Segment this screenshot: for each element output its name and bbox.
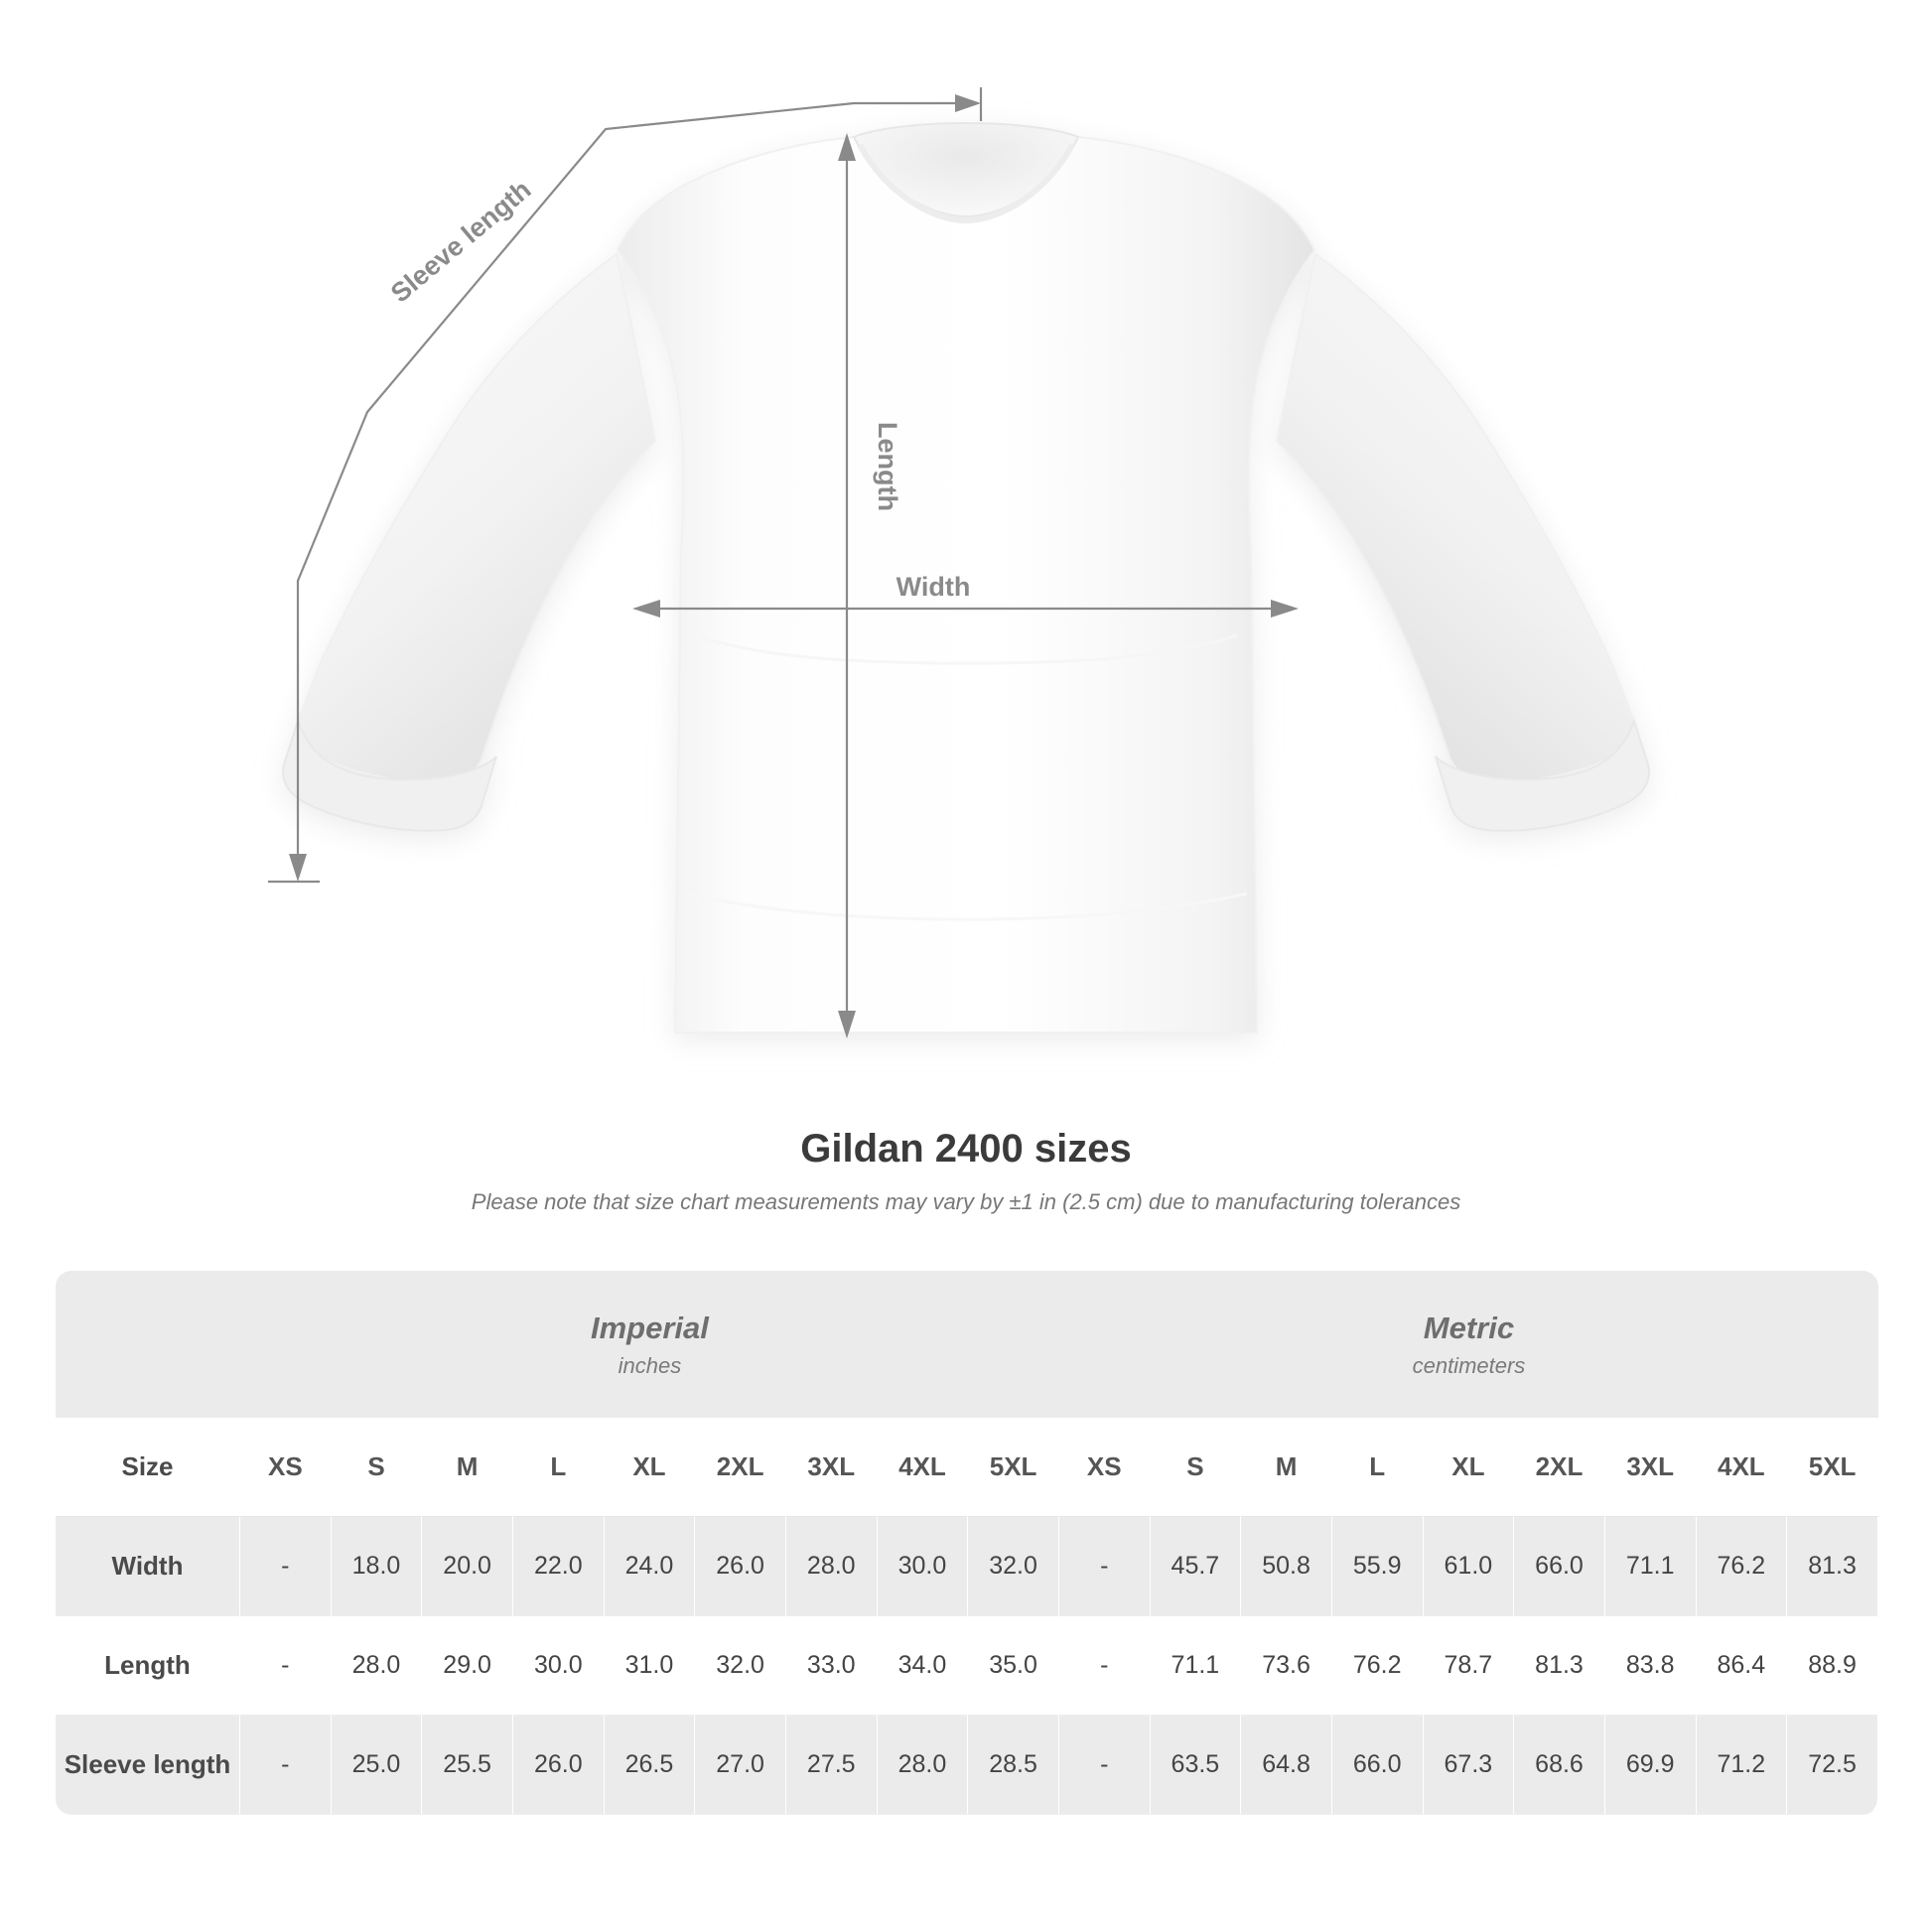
cell-length-met-3xl: 83.8 — [1605, 1616, 1697, 1716]
size-header-imp-2xl: 2XL — [695, 1418, 786, 1517]
cell-width-met-s: 45.7 — [1151, 1517, 1242, 1616]
size-header-met-l: L — [1332, 1418, 1424, 1517]
cell-length-met-s: 71.1 — [1151, 1616, 1242, 1716]
cell-length-met-4xl: 86.4 — [1697, 1616, 1788, 1716]
cell-width-imp-3xl: 28.0 — [786, 1517, 878, 1616]
cell-width-imp-xs: - — [240, 1517, 332, 1616]
cell-width-imp-s: 18.0 — [332, 1517, 423, 1616]
cell-length-met-l: 76.2 — [1332, 1616, 1424, 1716]
size-header-imp-l: L — [513, 1418, 605, 1517]
cell-sleeve-met-m: 64.8 — [1241, 1716, 1332, 1815]
table-row — [56, 1517, 1878, 1616]
unit-group-metric — [1059, 1271, 1878, 1418]
cell-sleeve-met-s: 63.5 — [1151, 1716, 1242, 1815]
size-header-imp-xs: XS — [240, 1418, 332, 1517]
cell-length-imp-xl: 31.0 — [605, 1616, 696, 1716]
cell-width-met-5xl: 81.3 — [1787, 1517, 1878, 1616]
cell-sleeve-met-l: 66.0 — [1332, 1716, 1424, 1815]
page-title: Gildan 2400 sizes — [800, 1127, 1132, 1171]
cell-sleeve-imp-xs: - — [240, 1716, 332, 1815]
cell-sleeve-met-xl: 67.3 — [1424, 1716, 1515, 1815]
size-table — [56, 1271, 1878, 1815]
unit-header-row — [56, 1271, 1878, 1418]
cell-sleeve-imp-5xl: 28.5 — [968, 1716, 1059, 1815]
unit-group-imperial — [240, 1271, 1059, 1418]
cell-length-imp-s: 28.0 — [332, 1616, 423, 1716]
size-header-imp-4xl: 4XL — [878, 1418, 969, 1517]
size-header-imp-s: S — [332, 1418, 423, 1517]
cell-sleeve-imp-3xl: 27.5 — [786, 1716, 878, 1815]
cell-sleeve-imp-xl: 26.5 — [605, 1716, 696, 1815]
unit-header-spacer — [56, 1271, 240, 1418]
size-header-label: Size — [56, 1418, 240, 1517]
size-header-met-xl: XL — [1424, 1418, 1515, 1517]
tolerance-note: Please note that size chart measurements may vary by ±1 in (2.5 cm) due to manufacturing tolerances — [471, 1189, 1461, 1214]
cell-sleeve-imp-m: 25.5 — [422, 1716, 513, 1815]
table-row — [56, 1616, 1878, 1716]
size-table-wrapper — [56, 1271, 1878, 1815]
size-header-imp-m: M — [422, 1418, 513, 1517]
size-header-met-5xl: 5XL — [1787, 1418, 1878, 1517]
unit-group-metric-name: Metric — [1423, 1311, 1515, 1346]
cell-length-imp-4xl: 34.0 — [878, 1616, 969, 1716]
cell-sleeve-met-xs: - — [1059, 1716, 1151, 1815]
cell-width-imp-xl: 24.0 — [605, 1517, 696, 1616]
cell-sleeve-met-2xl: 68.6 — [1514, 1716, 1605, 1815]
size-header-met-xs: XS — [1059, 1418, 1151, 1517]
cell-width-imp-5xl: 32.0 — [968, 1517, 1059, 1616]
cell-length-imp-3xl: 33.0 — [786, 1616, 878, 1716]
width-label: Width — [896, 572, 971, 602]
size-header-met-3xl: 3XL — [1605, 1418, 1697, 1517]
size-header-met-s: S — [1151, 1418, 1242, 1517]
cell-length-imp-xs: - — [240, 1616, 332, 1716]
cell-length-met-xs: - — [1059, 1616, 1151, 1716]
cell-length-met-xl: 78.7 — [1424, 1616, 1515, 1716]
cell-width-met-l: 55.9 — [1332, 1517, 1424, 1616]
cell-width-imp-4xl: 30.0 — [878, 1517, 969, 1616]
row-label-width: Width — [56, 1517, 240, 1616]
size-header-met-4xl: 4XL — [1697, 1418, 1788, 1517]
cell-sleeve-met-4xl: 71.2 — [1697, 1716, 1788, 1815]
cell-length-met-5xl: 88.9 — [1787, 1616, 1878, 1716]
cell-sleeve-imp-s: 25.0 — [332, 1716, 423, 1815]
cell-width-met-xs: - — [1059, 1517, 1151, 1616]
row-label-sleeve-length: Sleeve length — [56, 1716, 240, 1815]
size-header-met-m: M — [1241, 1418, 1332, 1517]
cell-length-imp-5xl: 35.0 — [968, 1616, 1059, 1716]
cell-length-imp-l: 30.0 — [513, 1616, 605, 1716]
cell-width-met-3xl: 71.1 — [1605, 1517, 1697, 1616]
size-header-met-2xl: 2XL — [1514, 1418, 1605, 1517]
cell-width-met-4xl: 76.2 — [1697, 1517, 1788, 1616]
cell-width-met-2xl: 66.0 — [1514, 1517, 1605, 1616]
size-header-row — [56, 1418, 1878, 1517]
cell-sleeve-imp-l: 26.0 — [513, 1716, 605, 1815]
row-label-length: Length — [56, 1616, 240, 1716]
sleeve-length-label: Sleeve length — [384, 174, 537, 309]
title-block — [0, 1127, 1932, 1215]
cell-width-met-xl: 61.0 — [1424, 1517, 1515, 1616]
cell-length-imp-m: 29.0 — [422, 1616, 513, 1716]
cell-width-imp-2xl: 26.0 — [695, 1517, 786, 1616]
unit-group-metric-sub: centimeters — [1412, 1352, 1526, 1378]
size-header-imp-3xl: 3XL — [786, 1418, 878, 1517]
cell-sleeve-met-5xl: 72.5 — [1787, 1716, 1878, 1815]
cell-length-imp-2xl: 32.0 — [695, 1616, 786, 1716]
unit-group-imperial-sub: inches — [618, 1352, 682, 1378]
table-row — [56, 1716, 1878, 1815]
size-header-imp-xl: XL — [605, 1418, 696, 1517]
length-label: Length — [873, 422, 902, 511]
size-header-imp-5xl: 5XL — [968, 1418, 1059, 1517]
cell-length-met-2xl: 81.3 — [1514, 1616, 1605, 1716]
unit-group-imperial-name: Imperial — [591, 1311, 709, 1346]
cell-length-met-m: 73.6 — [1241, 1616, 1332, 1716]
cell-width-imp-m: 20.0 — [422, 1517, 513, 1616]
cell-sleeve-met-3xl: 69.9 — [1605, 1716, 1697, 1815]
cell-width-met-m: 50.8 — [1241, 1517, 1332, 1616]
cell-sleeve-imp-2xl: 27.0 — [695, 1716, 786, 1815]
cell-sleeve-imp-4xl: 28.0 — [878, 1716, 969, 1815]
cell-width-imp-l: 22.0 — [513, 1517, 605, 1616]
